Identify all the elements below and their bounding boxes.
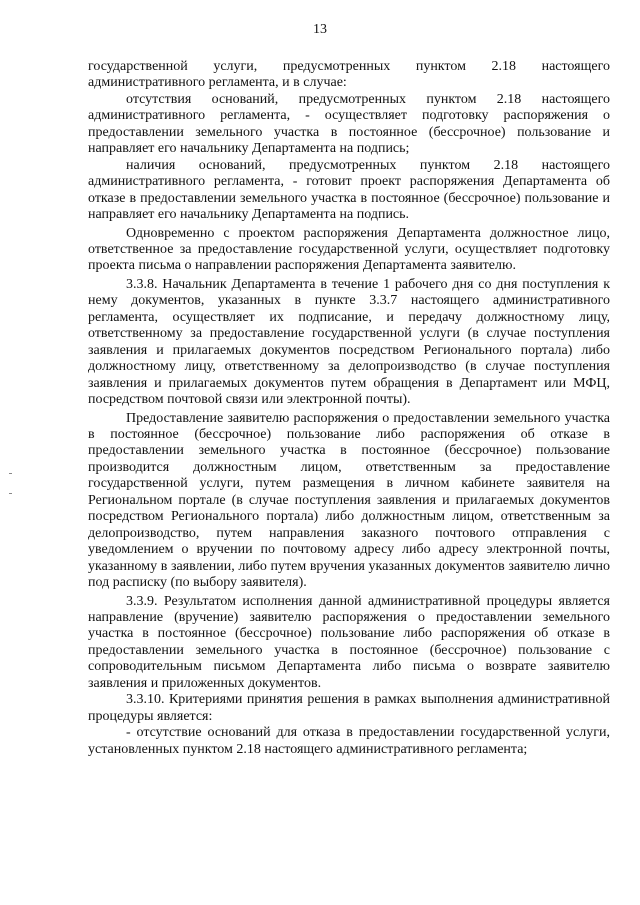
paragraph: 3.3.8. Начальник Департамента в течение 1 рабочего дня со дня поступления к нему документов, указанных в пункте 3.3.7 настоящего административного регламента, осуществляет их подписание, и передачу должностному лицу, ответственному за предоставление государственной услуги (в случае поступления заявления и прилагаемых документов посредством Регионального портала) либо должностному лицу, ответственному за делопроизводство (в случае поступления заявления и прилагаемых документов путем обращения в Департамент или МФЦ, посредством почтовой связи или электронной почты). bbox=[88, 276, 610, 408]
paragraph: наличия оснований, предусмотренных пунктом 2.18 настоящего административного регламента, - готовит проект распоряжения Департамента об отказе в предоставлении земельного участка в постоянное (бессрочное) пользование и направляет его начальнику Департамента на подпись. bbox=[88, 157, 610, 223]
paragraph: 3.3.9. Результатом исполнения данной административной процедуры является направление (вручение) заявителю распоряжения о предоставлении земельного участка в постоянное (бессрочное) пользование либо распоряжения об отказе в предоставлении земельного участка в постоянное (бессрочное) пользование с сопроводительным письмом Департамента либо письма о возврате заявителю заявления и приложенных документов. bbox=[88, 593, 610, 691]
page-number: 13 bbox=[313, 22, 327, 37]
margin-mark bbox=[9, 473, 12, 474]
paragraph: Предоставление заявителю распоряжения о предоставлении земельного участка в постоянное (бессрочное) пользование либо распоряжения об отказе в предоставлении земельного участка в постоянное (бессрочное) пользование производится должностным лицом, ответственным за предоставление государственной услуги, путем размещения в личном кабинете заявителя на Региональном портале (в случае поступления заявления и прилагаемых документов посредством Регионального портала) либо должностным лицом, ответственным за делопроизводство, путем направления заказного почтового отправления с уведомлением о вручении по почтовому адресу либо адресу электронной почты, указанному в заявлении, либо путем вручения указанных документов заявителю лично под расписку (по выбору заявителя). bbox=[88, 410, 610, 591]
paragraph: Одновременно с проектом распоряжения Департамента должностное лицо, ответственное за предоставление государственной услуги, осуществляет подготовку проекта письма о направлении распоряжения Департамента заявителю. bbox=[88, 225, 610, 274]
paragraph: отсутствия оснований, предусмотренных пунктом 2.18 настоящего административного регламента, - осуществляет подготовку распоряжения о предоставлении земельного участка в постоянное (бессрочное) пользование и направляет его начальнику Департамента на подпись; bbox=[88, 91, 610, 157]
paragraph: - отсутствие оснований для отказа в предоставлении государственной услуги, установленных пунктом 2.18 настоящего административного регламента; bbox=[88, 725, 610, 757]
margin-mark bbox=[9, 493, 12, 494]
paragraph: государственной услуги, предусмотренных пунктом 2.18 настоящего административного регламента, и в случае: bbox=[88, 59, 610, 91]
paragraph: 3.3.10. Критериями принятия решения в рамках выполнения административной процедуры является: bbox=[88, 692, 610, 724]
document-body bbox=[88, 59, 610, 758]
